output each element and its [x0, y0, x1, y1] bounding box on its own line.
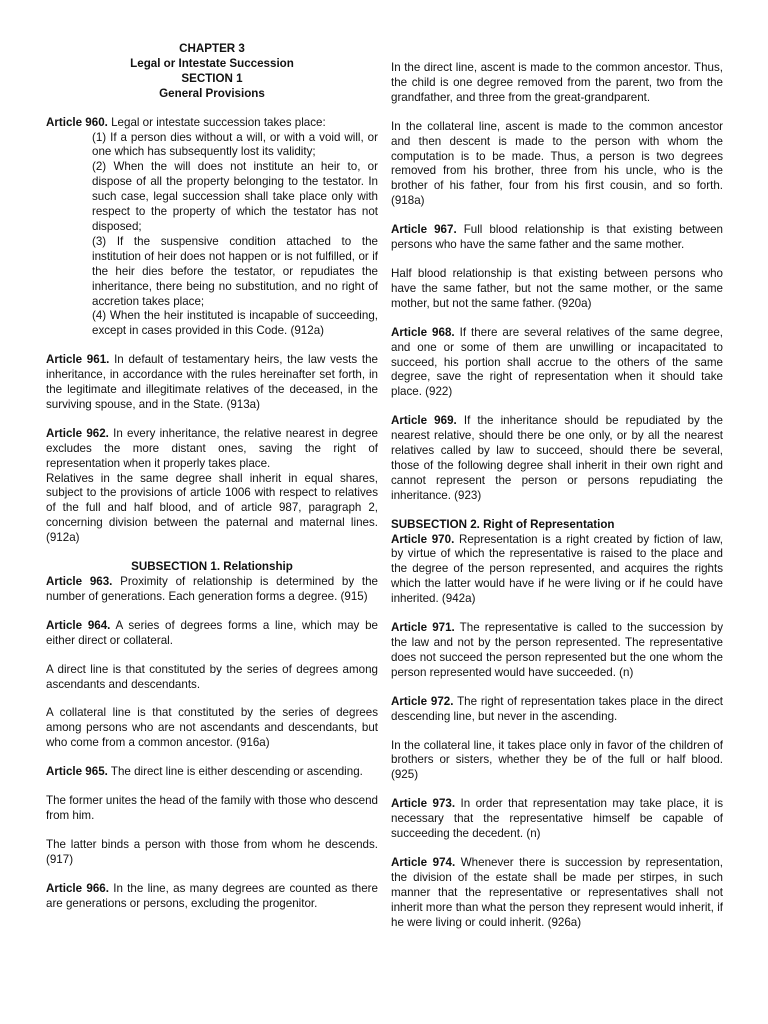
- article-960-text: Legal or intestate succession takes place:: [107, 115, 326, 129]
- section-title: SECTION 1: [181, 71, 243, 85]
- subsection-2-heading: SUBSECTION 2. Right of Representation: [391, 517, 615, 531]
- chapter-subtitle: Legal or Intestate Succession: [130, 56, 294, 70]
- right-column: [391, 61, 723, 945]
- article-974-text: Whenever there is succession by representation, the division of the estate shall be made per stirpes, in such manner that the representative or representatives shall not inherit more than what the person they represent would inherit, if he were living or could inherit. (926a): [391, 855, 723, 929]
- article-960-item-1: (1) If a person dies without a will, or with a void will, or one which has subsequently lost its validity;: [92, 130, 378, 159]
- article-966: [46, 882, 378, 912]
- article-960-item-2: (2) When the will does not institute an heir to, or dispose of all the property belonging to the testator. In such case, legal succession shall take place only with respect to the property of which the testator has not disposed;: [92, 160, 378, 233]
- article-969-text: If the inheritance should be repudiated by the nearest relative, should there be one only, or by all the nearest relatives called by law to succeed, should there be several, those of the following degree shall inherit in their own right and cannot represent the person or persons repudiating the inheritance. (923): [391, 414, 723, 502]
- article-967-label: Article 967.: [391, 223, 457, 237]
- article-974-label: Article 974.: [391, 855, 456, 869]
- article-971-text: The representative is called to the succession by the law and not by the person represented. The representative does not succeed the person represented but the one whom the person represented would have succeeded. (n): [391, 621, 723, 679]
- article-972-text: The right of representation takes place in the direct descending line, but never in the ascending.: [391, 694, 723, 723]
- article-960-item-4: (4) When the heir instituted is incapable of succeeding, except in cases provided in this Code. (912a): [92, 309, 378, 338]
- article-972-label: Article 972.: [391, 694, 454, 708]
- article-965-para-3: The latter binds a person with those from whom he descends. (917): [46, 837, 378, 866]
- article-973-label: Article 973.: [391, 797, 456, 811]
- article-973-text: In order that representation may take place, it is necessary that the representative himself be capable of succeeding the decedent. (n): [391, 797, 723, 841]
- article-964-para-3: A collateral line is that constituted by the series of degrees among persons who are not ascendants and descendants, but who come from a common ancestor. (916a): [46, 706, 378, 750]
- article-969-label: Article 969.: [391, 414, 457, 428]
- article-966-text: In the line, as many degrees are counted as there are generations or persons, excluding the progenitor.: [46, 881, 378, 910]
- article-964-label: Article 964.: [46, 618, 111, 632]
- article-964: [46, 619, 378, 649]
- article-968: [391, 326, 723, 401]
- article-961-label: Article 961.: [46, 353, 110, 367]
- article-969: [391, 414, 723, 503]
- article-962-label: Article 962.: [46, 426, 109, 440]
- subsection-1-heading: SUBSECTION 1. Relationship: [131, 560, 293, 574]
- article-965: [46, 765, 378, 780]
- article-965-text: The direct line is either descending or ascending.: [107, 765, 363, 779]
- article-960-label: Article 960.: [46, 115, 108, 129]
- article-967-para-2: Half blood relationship is that existing between persons who have the same father, but not the same mother, or the same mother, but not the same father. (920a): [391, 266, 723, 310]
- article-967-text: Full blood relationship is that existing between persons who have the same father and the same mother.: [391, 223, 723, 252]
- article-963-text: Proximity of relationship is determined by the number of generations. Each generation forms a degree. (915): [46, 575, 378, 603]
- chapter-heading: [46, 42, 378, 102]
- article-963-label: Article 963.: [46, 575, 113, 588]
- article-964-para-2: A direct line is that constituted by the series of degrees among ascendants and descendants.: [46, 662, 378, 691]
- left-column: [46, 42, 378, 926]
- article-971: [391, 621, 723, 681]
- article-968-text: If there are several relatives of the same degree, and one or some of them are unwilling or incapacitated to succeed, his portion shall accrue to the others of the same degree, save the right of representation when it should take place. (922): [391, 325, 723, 399]
- collateral-line-paragraph: In the collateral line, ascent is made to the common ancestor and then descent is made to the person with whom the computation is to be made. Thus, a person is two degrees removed from his brother, three from his uncle, who is the brother of his father, four from his first cousin, and so forth. (918a): [391, 119, 723, 208]
- article-970-label: Article 970.: [391, 532, 455, 546]
- article-962-text: In every inheritance, the relative nearest in degree excludes the more distant ones, saving the right of representation when it properly takes place.: [46, 426, 379, 470]
- article-960: [46, 116, 378, 131]
- article-960-item-3: (3) If the suspensive condition attached to the institution of heir does not happen or is not fulfilled, or if the heir dies before the testator, or repudiates the inheritance, there being no substitution, and no right of accretion takes place;: [92, 234, 378, 308]
- article-967: [391, 223, 723, 253]
- article-972: [391, 695, 723, 725]
- article-964-text: A series of degrees forms a line, which may be either direct or collateral.: [46, 618, 379, 647]
- section-subtitle: General Provisions: [159, 86, 265, 100]
- article-974: [391, 856, 723, 931]
- article-966-label: Article 966.: [46, 881, 109, 895]
- article-973: [391, 797, 723, 842]
- article-970-text: Representation is a right created by fiction of law, by virtue of which the representative is raised to the place and the degree of the person represented, and acquires the rights which the latter would have if he were living or if he could have inherited. (942a): [391, 532, 724, 606]
- article-960-items: [92, 131, 378, 340]
- article-961: [46, 353, 378, 413]
- article-971-label: Article 971.: [391, 621, 455, 635]
- article-965-para-2: The former unites the head of the family with those who descend from him.: [46, 794, 378, 822]
- article-968-label: Article 968.: [391, 325, 455, 339]
- direct-line-paragraph: In the direct line, ascent is made to the common ancestor. Thus, the child is one degree removed from the parent, two from the grandfather, and three from the great-grandparent.: [391, 61, 723, 104]
- article-965-label: Article 965.: [46, 765, 108, 779]
- article-961-text: In default of testamentary heirs, the law vests the inheritance, in accordance with the rules hereinafter set forth, in the legitimate and illegitimate relatives of the deceased, in the surviving spouse, and in the State. (913a): [46, 353, 378, 411]
- article-962-para-2: Relatives in the same degree shall inherit in equal shares, subject to the provisions of article 1006 with respect to relatives of the full and half blood, and of article 987, paragraph 2, concerning division between the paternal and maternal lines. (912a): [46, 471, 378, 545]
- article-970: [391, 533, 723, 608]
- chapter-title: CHAPTER 3: [179, 42, 245, 55]
- article-963: [46, 575, 378, 605]
- article-972-para-2: In the collateral line, it takes place only in favor of the children of brothers or sisters, whether they be of the full or half blood. (925): [391, 738, 723, 782]
- article-962: [46, 427, 378, 472]
